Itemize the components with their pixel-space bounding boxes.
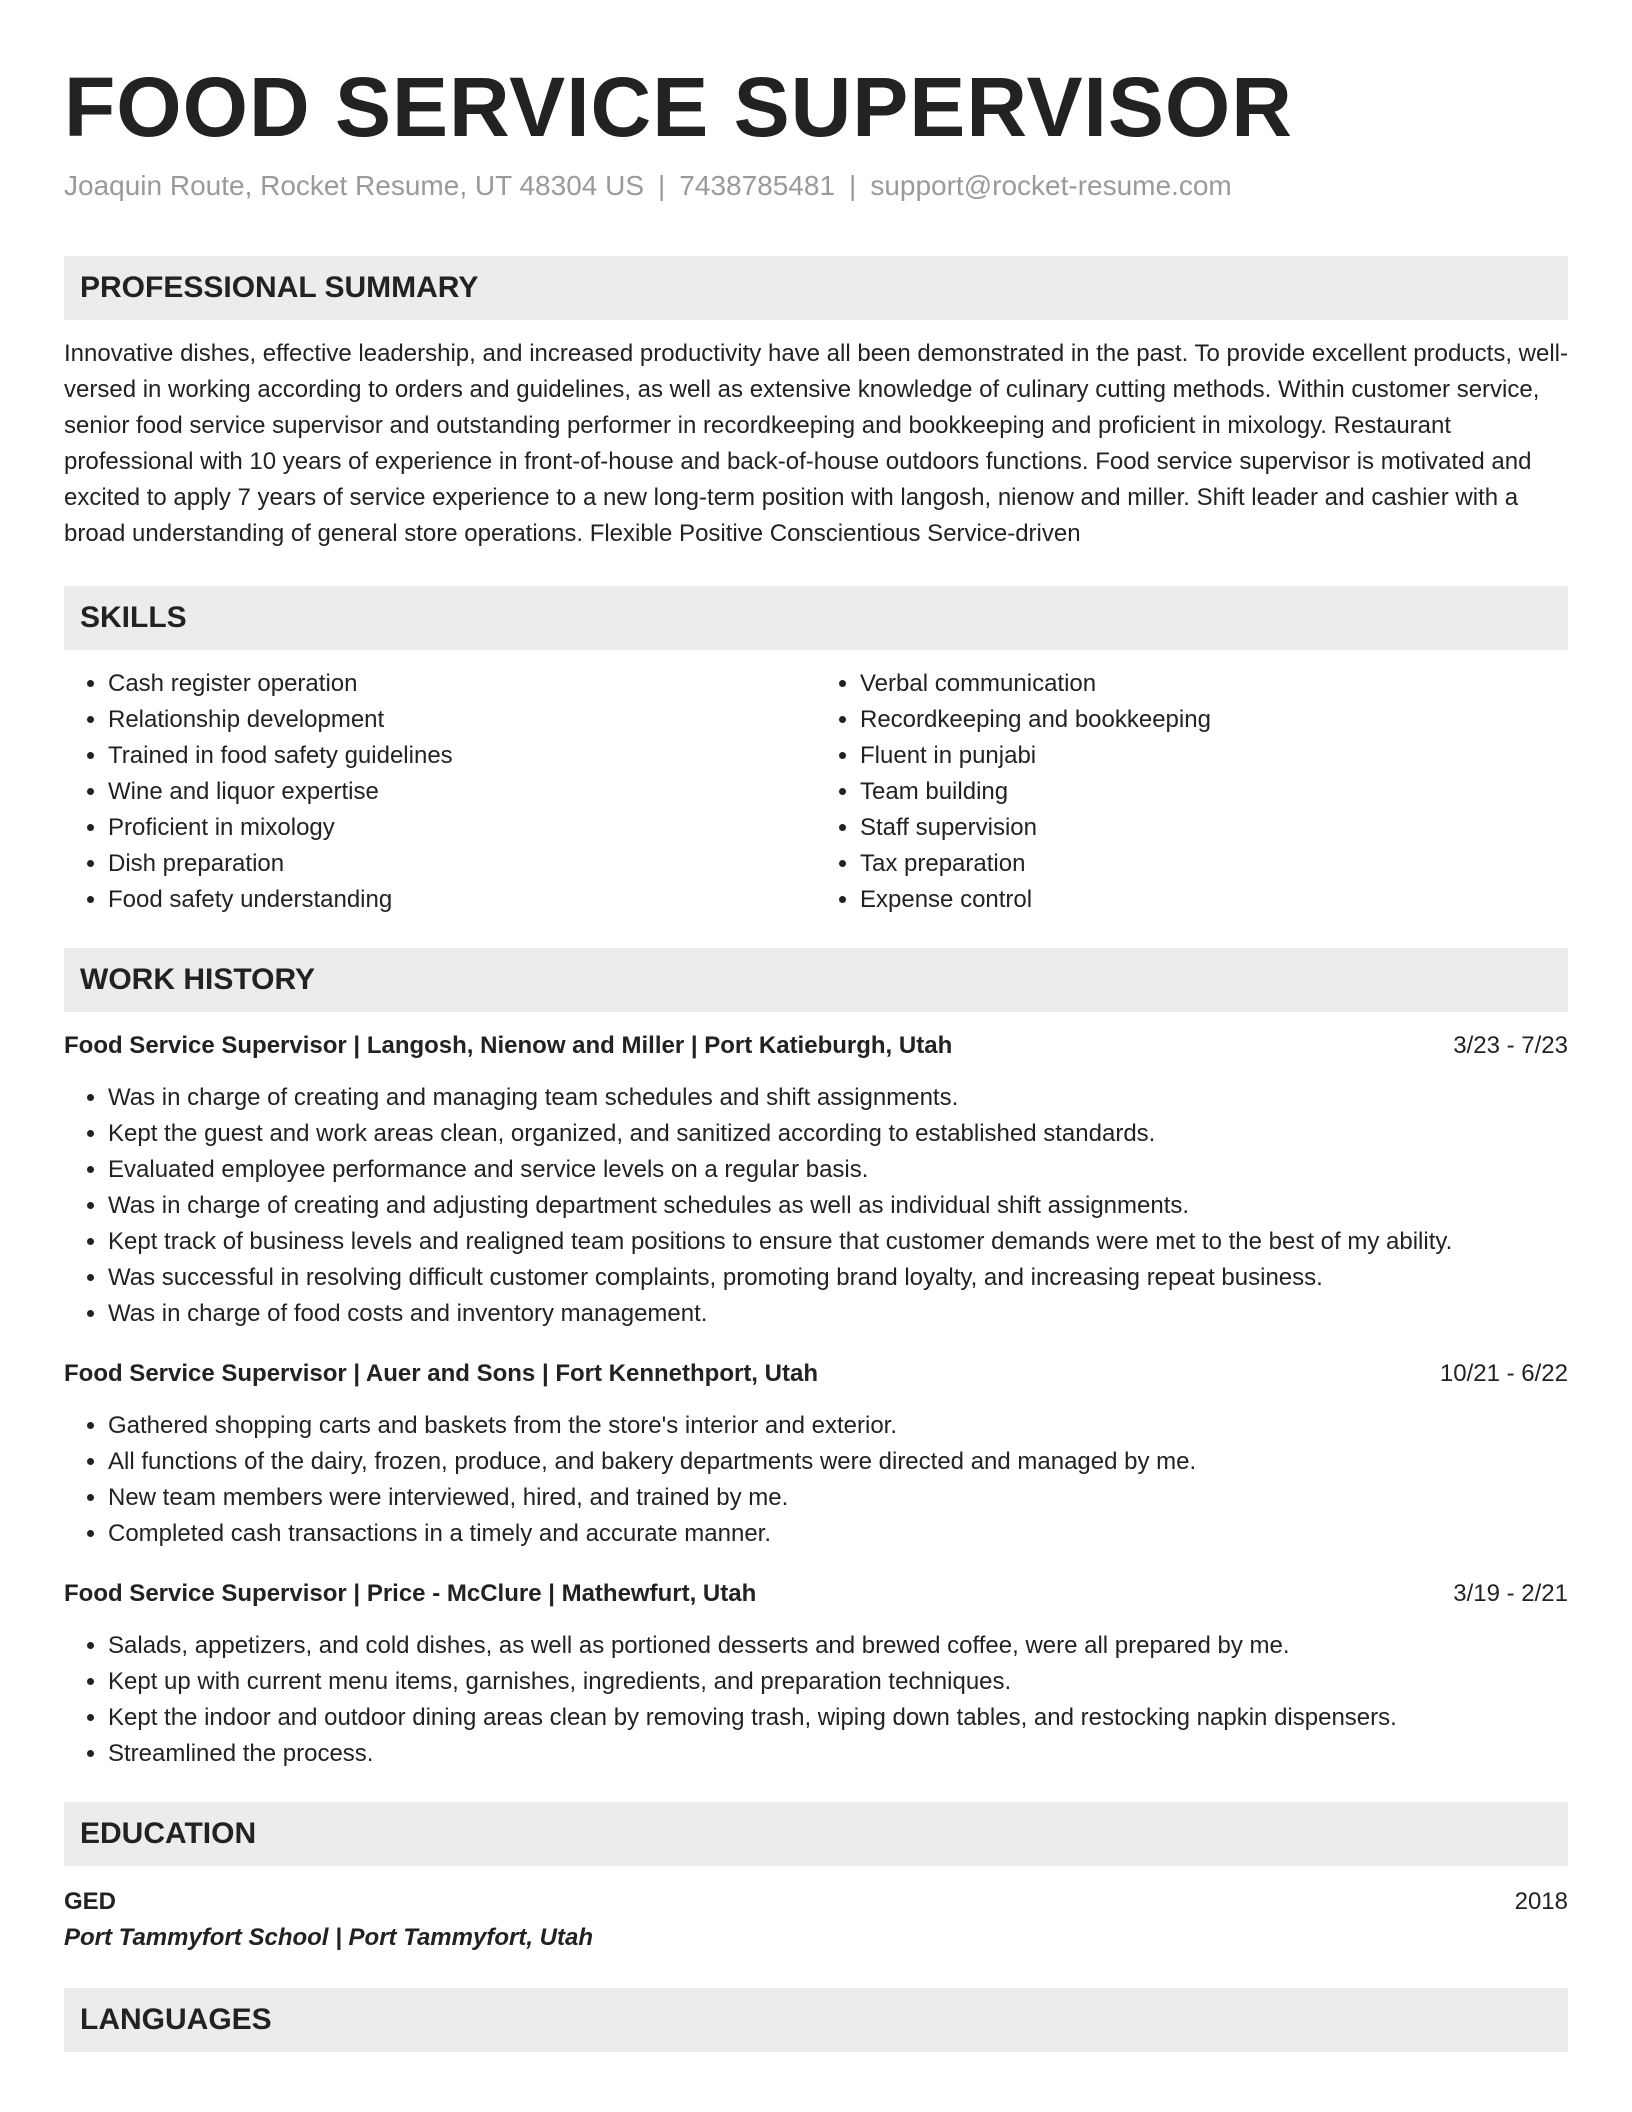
job-dates: 10/21 - 6/22	[1439, 1360, 1568, 1387]
candidate-title: FOOD SERVICE SUPERVISOR	[64, 60, 1293, 154]
skill-item: • Team building	[860, 774, 1568, 810]
job-header	[64, 1576, 1568, 1612]
job-bullet: • Was successful in resolving difficult customer complaints, promoting brand loyalty, and increasing repeat business.	[108, 1260, 1568, 1296]
job-bullet: • New team members were interviewed, hired, and trained by me.	[108, 1480, 1568, 1516]
job-bullets	[64, 1408, 1568, 1552]
job-entry	[64, 1576, 1568, 1772]
skill-item: • Staff supervision	[860, 810, 1568, 846]
job-bullets	[64, 1080, 1568, 1332]
job-bullet: • Was in charge of food costs and inventory management.	[108, 1296, 1568, 1332]
skill-item: • Wine and liquor expertise	[108, 774, 816, 810]
job-bullet: • Salads, appetizers, and cold dishes, as well as portioned desserts and brewed coffee, were all prepared by me.	[108, 1628, 1568, 1664]
skill-item: • Verbal communication	[860, 666, 1568, 702]
skill-item: • Fluent in punjabi	[860, 738, 1568, 774]
section-header-work-history: WORK HISTORY	[64, 948, 1568, 1012]
section-header-education: EDUCATION	[64, 1802, 1568, 1866]
education-header	[64, 1884, 1568, 1920]
job-entry	[64, 1356, 1568, 1552]
contact-address: Joaquin Route, Rocket Resume, UT 48304 US	[64, 170, 645, 201]
education-school: Port Tammyfort School | Port Tammyfort, Utah	[64, 1924, 593, 1951]
summary-text: Innovative dishes, effective leadership, and increased productivity have all been demonstrated in the past. To provide excellent products, well-versed in working according to orders and guidelines, as well as extensive knowledge of culinary cutting methods. Within customer service, senior food service supervisor and outstanding performer in recordkeeping and bookkeeping and proficient in mixology. Restaurant professional with 10 years of experience in front-of-house and back-of-house outdoors functions. Food service supervisor is motivated and excited to apply 7 years of service experience to a new long-term position with langosh, nienow and miller. Shift leader and cashier with a broad understanding of general store operations. Flexible Positive Conscientious Service-driven	[64, 340, 1568, 547]
job-bullets	[64, 1628, 1568, 1772]
skills-column-left	[64, 666, 816, 918]
job-entry	[64, 1028, 1568, 1332]
job-bullet: • Kept track of business levels and realigned team positions to ensure that customer demands were met to the best of my ability.	[108, 1224, 1568, 1260]
section-header-languages: LANGUAGES	[64, 1988, 1568, 2052]
education-year: 2018	[1514, 1888, 1568, 1915]
job-bullet: • All functions of the dairy, frozen, produce, and bakery departments were directed and managed by me.	[108, 1444, 1568, 1480]
contact-line	[64, 168, 1568, 204]
job-heading: Food Service Supervisor | Price - McClure | Mathewfurt, Utah	[64, 1580, 757, 1607]
skills-column-right	[816, 666, 1568, 918]
contact-phone: 7438785481	[679, 170, 836, 201]
job-dates: 3/23 - 7/23	[1453, 1032, 1568, 1059]
job-header	[64, 1356, 1568, 1392]
contact-separator: |	[849, 170, 857, 201]
job-dates: 3/19 - 2/21	[1453, 1580, 1568, 1607]
job-bullet: • Was in charge of creating and managing team schedules and shift assignments.	[108, 1080, 1568, 1116]
contact-email: support@rocket-resume.com	[870, 170, 1232, 201]
skill-item: • Trained in food safety guidelines	[108, 738, 816, 774]
skill-item: • Proficient in mixology	[108, 810, 816, 846]
job-heading: Food Service Supervisor | Auer and Sons | Fort Kennethport, Utah	[64, 1360, 818, 1387]
job-heading: Food Service Supervisor | Langosh, Nienow and Miller | Port Katieburgh, Utah	[64, 1032, 953, 1059]
education-degree: GED	[64, 1888, 117, 1915]
job-bullet: • Was in charge of creating and adjusting department schedules as well as individual shift assignments.	[108, 1188, 1568, 1224]
job-bullet: • Gathered shopping carts and baskets from the store's interior and exterior.	[108, 1408, 1568, 1444]
skill-item: • Recordkeeping and bookkeeping	[860, 702, 1568, 738]
job-bullet: • Streamlined the process.	[108, 1736, 1568, 1772]
job-bullet: • Evaluated employee performance and service levels on a regular basis.	[108, 1152, 1568, 1188]
skill-item: • Relationship development	[108, 702, 816, 738]
skills-list	[64, 666, 1568, 918]
contact-separator: |	[658, 170, 666, 201]
skill-item: • Expense control	[860, 882, 1568, 918]
skill-item: • Cash register operation	[108, 666, 816, 702]
job-bullet: • Kept the guest and work areas clean, organized, and sanitized according to established standards.	[108, 1116, 1568, 1152]
education-entry	[64, 1884, 1568, 1956]
skill-item: • Dish preparation	[108, 846, 816, 882]
job-header	[64, 1028, 1568, 1064]
job-bullet: • Kept up with current menu items, garnishes, ingredients, and preparation techniques.	[108, 1664, 1568, 1700]
skill-item: • Tax preparation	[860, 846, 1568, 882]
section-header-skills: SKILLS	[64, 586, 1568, 650]
job-bullet: • Completed cash transactions in a timely and accurate manner.	[108, 1516, 1568, 1552]
job-bullet: • Kept the indoor and outdoor dining areas clean by removing trash, wiping down tables, and restocking napkin dispensers.	[108, 1700, 1568, 1736]
section-header-summary: PROFESSIONAL SUMMARY	[64, 256, 1568, 320]
skill-item: • Food safety understanding	[108, 882, 816, 918]
